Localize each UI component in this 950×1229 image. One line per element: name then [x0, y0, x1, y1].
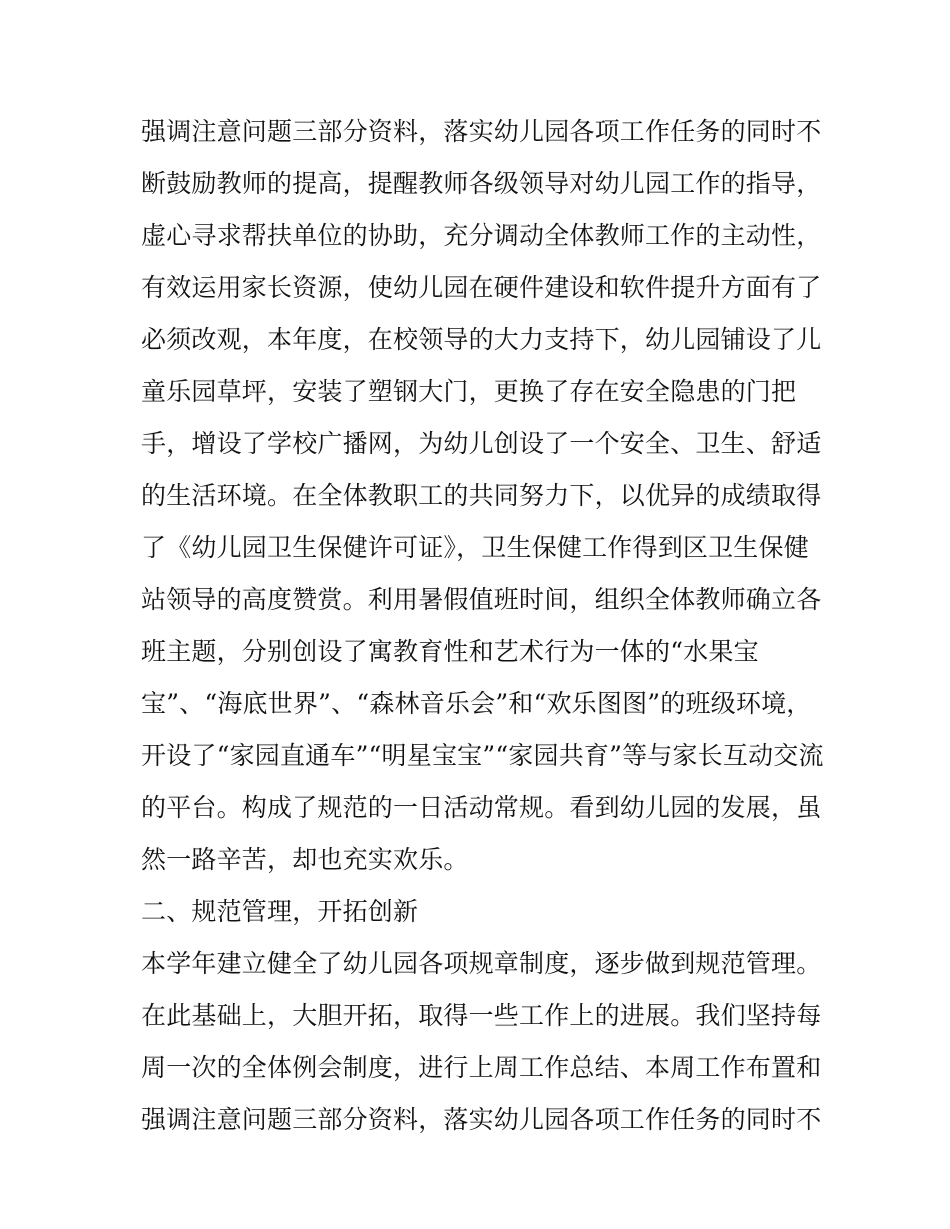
section-heading: 二、规范管理，开拓创新: [141, 897, 419, 926]
paragraph-line: 必须改观，本年度，在校领导的大力支持下，幼儿园铺设了儿: [141, 325, 822, 354]
paragraph-line: 有效运用家长资源，使幼儿园在硬件建设和软件提升方面有了: [141, 273, 822, 302]
paragraph-line: 虚心寻求帮扶单位的协助，充分调动全体教师工作的主动性，: [141, 221, 822, 250]
paragraph-line: 班主题，分别创设了寓教育性和艺术行为一体的“水果宝: [141, 637, 759, 666]
paragraph-line: 断鼓励教师的提高，提醒教师各级领导对幼儿园工作的指导，: [141, 169, 822, 198]
paragraph-line: 站领导的高度赞赏。利用暑假值班时间，组织全体教师确立各: [141, 585, 822, 614]
paragraph-line: 童乐园草坪，安装了塑钢大门，更换了存在安全隐患的门把: [141, 377, 797, 406]
paragraph-line: 的生活环境。在全体教职工的共同努力下，以优异的成绩取得: [141, 481, 822, 510]
document-body: [141, 106, 824, 1146]
paragraph-line: 本学年建立健全了幼儿园各项规章制度，逐步做到规范管理。: [141, 949, 822, 978]
paragraph-line: 手，增设了学校广播网，为幼儿创设了一个安全、卫生、舒适: [141, 429, 822, 458]
paragraph-line: 的平台。构成了规范的一日活动常规。看到幼儿园的发展，虽: [141, 793, 822, 822]
paragraph-line: 宝”、“海底世界”、“森林音乐会”和“欢乐图图”的班级环境，: [141, 689, 812, 718]
paragraph-line: 周一次的全体例会制度，进行上周工作总结、本周工作布置和: [141, 1053, 822, 1082]
paragraph-line: 了《幼儿园卫生保健许可证》，卫生保健工作得到区卫生保健: [141, 533, 809, 562]
paragraph-line: 强调注意问题三部分资料，落实幼儿园各项工作任务的同时不: [141, 117, 822, 146]
paragraph-line: 然一路辛苦，却也充实欢乐。: [141, 845, 469, 874]
paragraph-line: 在此基础上，大胆开拓，取得一些工作上的进展。我们坚持每: [141, 1001, 822, 1030]
paragraph-line: 开设了“家园直通车”“明星宝宝”“家园共育”等与家长互动交流: [141, 741, 824, 770]
paragraph-line: 强调注意问题三部分资料，落实幼儿园各项工作任务的同时不: [141, 1105, 822, 1134]
